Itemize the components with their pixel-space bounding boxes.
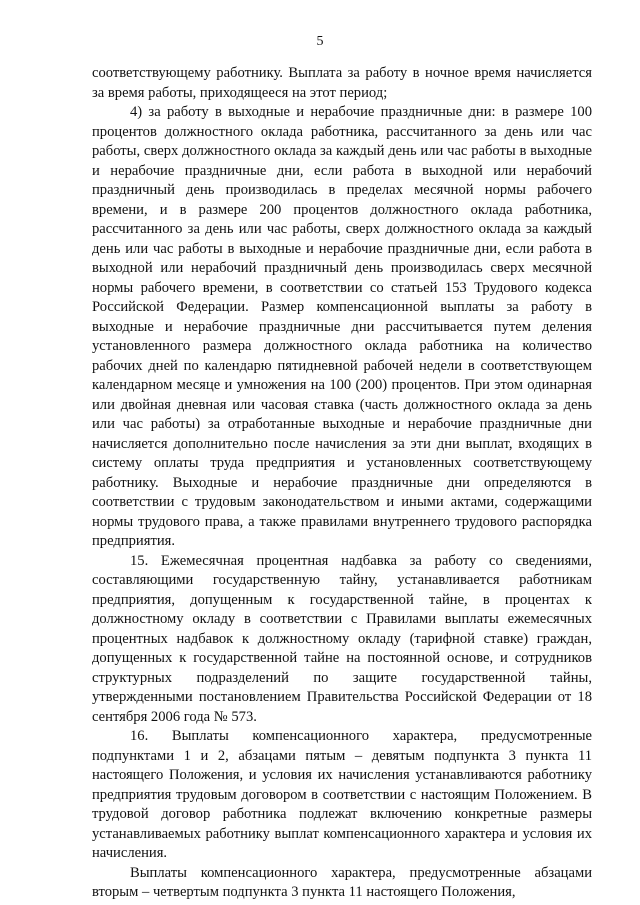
paragraph-compensation-payments: Выплаты компенсационного характера, предусмотренные абзацами вторым – четвертым подпункта 3 пункта 11 настоящего Положения, — [92, 864, 592, 900]
page-number: 5 — [316, 34, 324, 49]
paragraph-section-15: 15. Ежемесячная процентная надбавка за работу со сведениями, составляющими государственную тайну, устанавливается работникам предприятия, допущенным к государственной тайне, в процентах к должностному окладу в соответствии с Правилами выплаты ежемесячных процентных надбавок к должностному окладу (тарифной ставке) граждан, допущенных к государственной тайне на постоянной основе, и сотрудников структурных подразделений по защите государственной тайны, утвержденными постановлением Правительства Российской Федерации от 18 сентября 2006 года № 573. — [92, 552, 592, 725]
paragraph-section-16: 16. Выплаты компенсационного характера, предусмотренные подпунктами 1 и 2, абзацами пятым – девятым подпункта 3 пункта 11 настоящего Положения, и условия их начисления устанавливаются работнику предприятия трудовым договором в соответствии с настоящим Положением. В трудовой договор работника подлежат включению конкретные размеры устанавливаемых работнику выплат компенсационного характера и условия их начисления. — [92, 728, 592, 861]
document-body — [92, 64, 592, 903]
paragraph-item-4: 4) за работу в выходные и нерабочие праздничные дни: в размере 100 процентов должностного оклада работника, рассчитанного за день или час работы, сверх должностного оклада за каждый день или час работы в выходные и нерабочие праздничные дни, если работа в выходной или нерабочий праздничный день производилась в пределах месячной нормы рабочего времени, и в размере 200 процентов должностного оклада работника, рассчитанного за день или час работы, сверх должностного оклада за каждый день или час работы в выходные и нерабочие праздничные дни, если работа в выходной или нерабочий праздничный день производилась сверх месячной нормы рабочего времени, в соответствии со статьей 153 Трудового кодекса Российской Федерации. Размер компенсационной выплаты за работу в выходные и нерабочие праздничные дни рассчитывается путем деления установленного размера должностного оклада работника на количество рабочих дней по календарю пятидневной рабочей недели в соответствующем календарном месяце и умножения на 100 (200) процентов. При этом одинарная или двойная дневная или часовая ставка (часть должностного оклада за день или час работы) за отработанные выходные и нерабочие праздничные дни начисляется дополнительно после начисления за эти дни выплат, входящих в систему оплаты труда предприятия и установленных соответствующему работнику. Выходные и нерабочие праздничные дни определяются в соответствии с трудовым законодательством и иными актами, содержащими нормы трудового права, а также правилами внутреннего трудового распорядка предприятия. — [92, 104, 592, 549]
paragraph-continuation: соответствующему работнику. Выплата за работу в ночное время начисляется за время работы, приходящееся на этот период; — [92, 65, 592, 101]
